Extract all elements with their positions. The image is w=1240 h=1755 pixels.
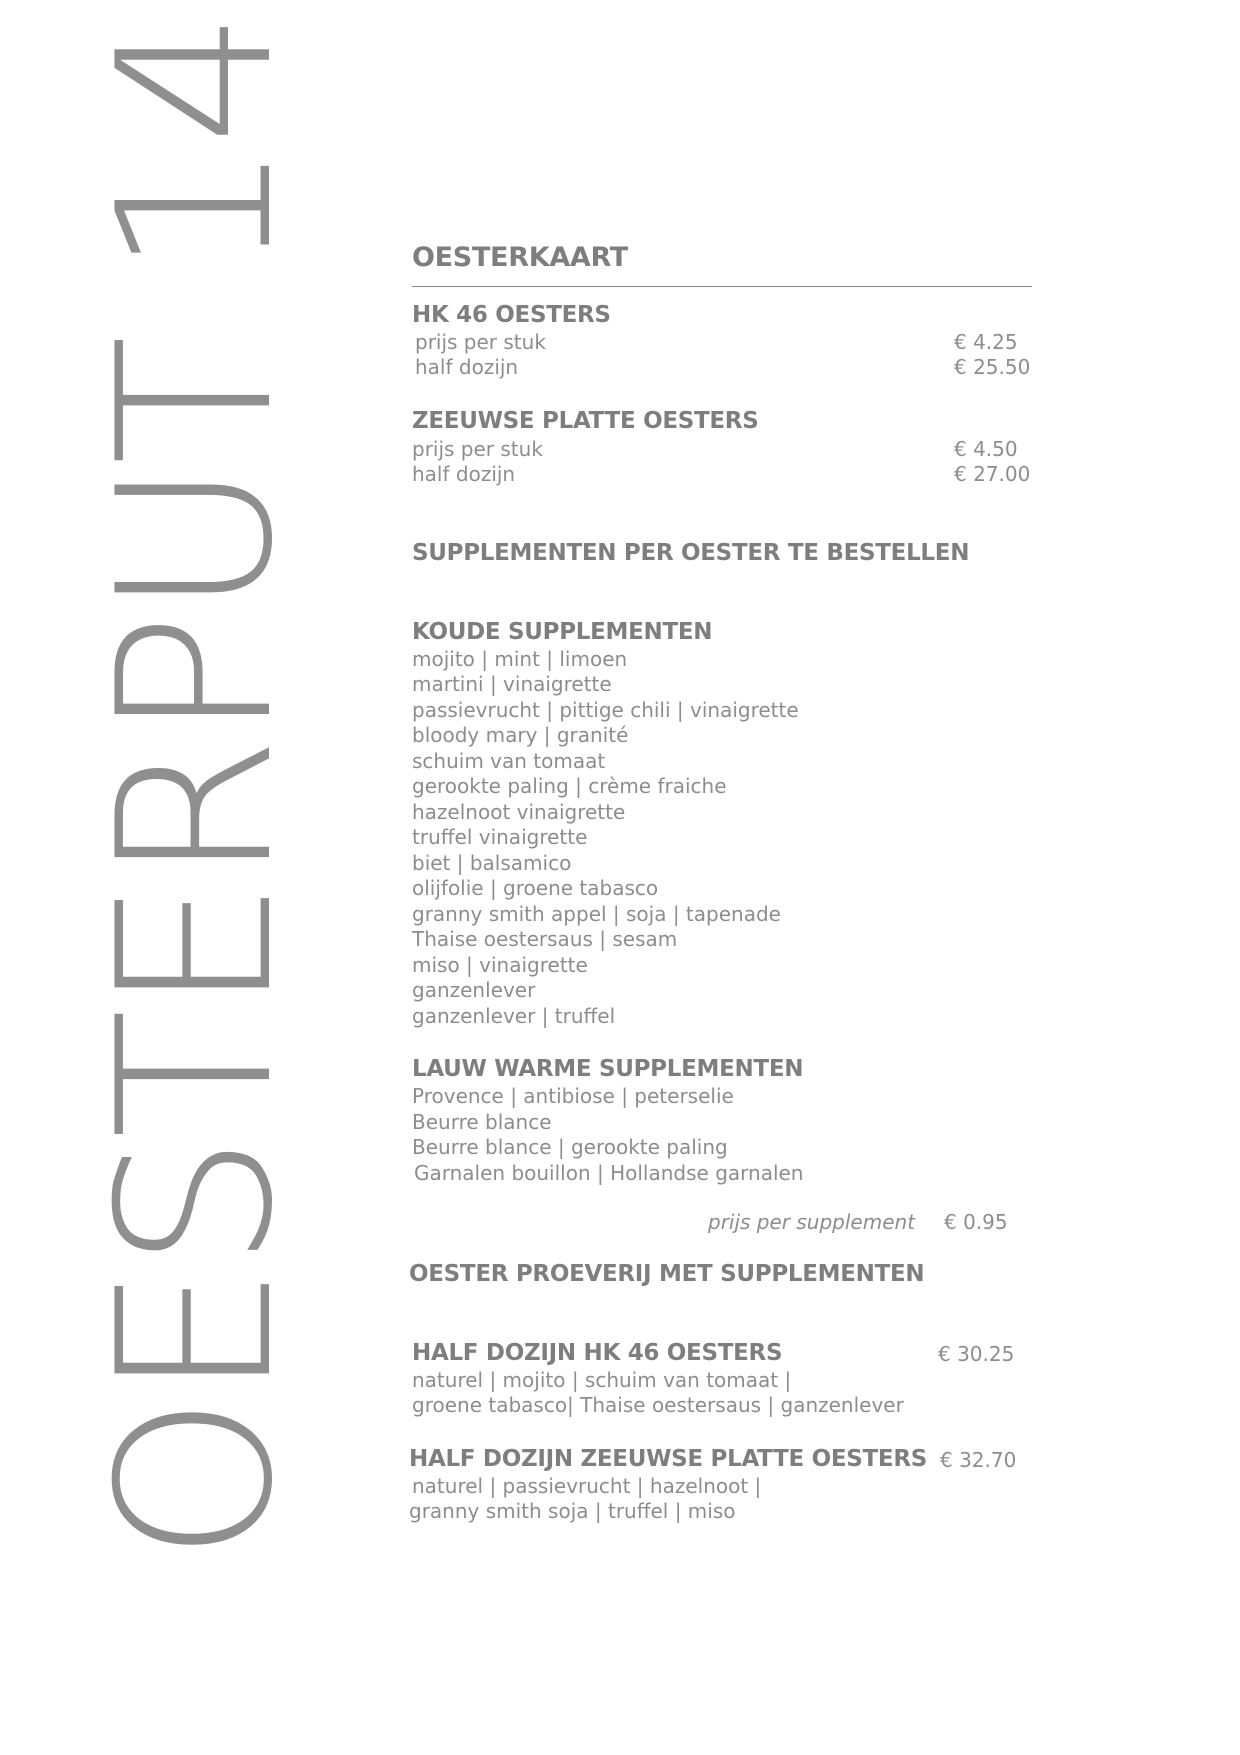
hk46-title: HK 46 OESTERS [412,302,611,328]
koude-item: schuim van tomaat [412,749,606,773]
zeeuwse-title: ZEEUWSE PLATTE OESTERS [412,408,759,434]
half-zeeuwse-line: granny smith soja | truffel | miso [409,1499,736,1523]
card-title: OESTERKAART [412,242,628,273]
hk46-row-price: € 25.50 [954,355,1031,379]
supplementen-heading: SUPPLEMENTEN PER OESTER TE BESTELLEN [412,540,970,566]
lauw-title: LAUW WARME SUPPLEMENTEN [412,1056,804,1082]
koude-item: olijfolie | groene tabasco [412,876,659,900]
lauw-item: Beurre blance | gerookte paling [412,1135,728,1159]
lauw-item: Beurre blance [412,1110,552,1134]
lauw-item: Garnalen bouillon | Hollandse garnalen [414,1161,804,1185]
proeverij-heading: OESTER PROEVERIJ MET SUPPLEMENTEN [409,1261,925,1287]
supplement-price-label: prijs per supplement [708,1210,916,1234]
half-zeeuwse-price: € 32.70 [940,1448,1017,1472]
koude-item: passievrucht | pittige chili | vinaigrette [412,698,799,722]
koude-item: miso | vinaigrette [412,953,588,977]
koude-item: Thaise oestersaus | sesam [412,927,678,951]
koude-item: ganzenlever | truffel [412,1004,616,1028]
koude-item: bloody mary | granité [412,723,629,747]
hk46-row-label: half dozijn [415,355,519,379]
side-title: OESTERPUT 14 [72,14,319,1562]
supplement-price: € 0.95 [944,1210,1008,1234]
koude-item: granny smith appel | soja | tapenade [412,902,781,926]
half-hk46-title: HALF DOZIJN HK 46 OESTERS [412,1340,783,1366]
koude-item: biet | balsamico [412,851,572,875]
zeeuwse-row-label: half dozijn [412,462,516,486]
half-hk46-price: € 30.25 [938,1342,1015,1366]
half-hk46-line: naturel | mojito | schuim van tomaat | [412,1368,792,1392]
koude-item: martini | vinaigrette [412,672,612,696]
koude-item: gerookte paling | crème fraiche [412,774,727,798]
hk46-row-price: € 4.25 [954,330,1018,354]
half-zeeuwse-title: HALF DOZIJN ZEEUWSE PLATTE OESTERS [409,1446,928,1472]
half-zeeuwse-line: naturel | passievrucht | hazelnoot | [412,1474,762,1498]
zeeuwse-row-price: € 27.00 [954,462,1031,486]
hk46-row-label: prijs per stuk [415,330,546,354]
lauw-item: Provence | antibiose | peterselie [412,1084,734,1108]
koude-item: ganzenlever [412,978,536,1002]
koude-item: truffel vinaigrette [412,825,588,849]
half-hk46-line: groene tabasco| Thaise oestersaus | ganzenlever [412,1393,904,1417]
koude-item: hazelnoot vinaigrette [412,800,626,824]
koude-item: mojito | mint | limoen [412,647,628,671]
zeeuwse-row-price: € 4.50 [954,437,1018,461]
title-divider [412,286,1032,287]
zeeuwse-row-label: prijs per stuk [412,437,543,461]
koude-title: KOUDE SUPPLEMENTEN [412,619,713,645]
